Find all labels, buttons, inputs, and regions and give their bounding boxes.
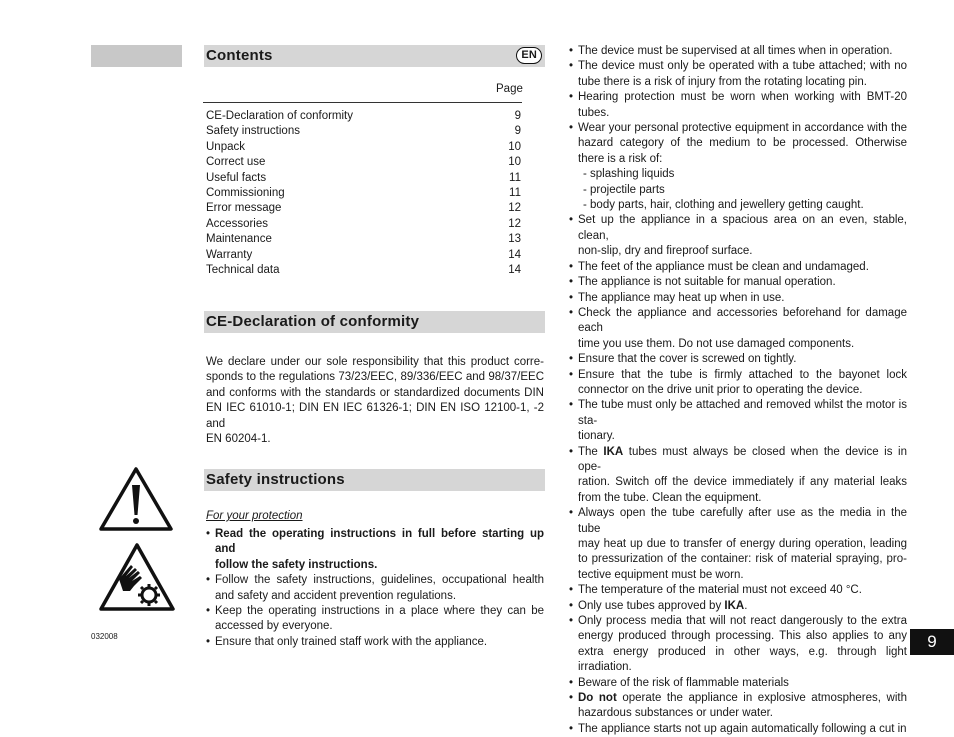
bullet-line: The appliance may heat up when in use. bbox=[578, 291, 785, 304]
bullet-line: Beware of the risk of flammable materials bbox=[578, 676, 789, 689]
bullet-line: and safety and accident prevention regulations. bbox=[215, 589, 457, 602]
toc-label: Safety instructions bbox=[206, 125, 300, 138]
bullet-line: hazardous substances or under water. bbox=[578, 707, 773, 720]
warning-triangle-icon bbox=[97, 465, 175, 533]
contents-divider bbox=[203, 102, 522, 103]
bullet-strong: Do not bbox=[578, 692, 617, 705]
bullet-line: there is a risk of: bbox=[578, 152, 663, 165]
bullet-line bbox=[578, 599, 907, 614]
bullet-line: from the tube. Clean the equipment. bbox=[578, 491, 762, 504]
bullet-dot: • bbox=[569, 291, 574, 304]
bullet-item bbox=[569, 368, 907, 399]
bullet-item bbox=[569, 691, 907, 722]
bullet-line: Ensure that the tube is firmly attached to the bayonet lock bbox=[578, 368, 907, 381]
toc-label: Commissioning bbox=[206, 187, 285, 199]
bullet-item bbox=[569, 44, 907, 59]
hazard-subitem: - splashing liquids bbox=[583, 168, 675, 181]
bullet-dot: • bbox=[206, 605, 211, 618]
toc-row bbox=[206, 171, 521, 186]
bullet-dot: • bbox=[569, 676, 574, 689]
bullet-item bbox=[206, 604, 544, 635]
bullet-item bbox=[206, 635, 544, 650]
bullet-dot: • bbox=[569, 692, 574, 705]
bullet-line: Hearing protection must be worn when working with BMT-20 tubes. bbox=[578, 91, 907, 119]
toc-row bbox=[206, 201, 521, 216]
toc-row bbox=[206, 232, 521, 247]
bullet-line: Always open the tube carefully after use as the media in the tube bbox=[578, 507, 907, 535]
hazard-subitem: - projectile parts bbox=[583, 183, 665, 196]
bullet-line: The appliance starts not up again automatically following a cut in bbox=[578, 722, 907, 735]
bullet-line: tube there is a risk of injury from the rotating locating pin. bbox=[578, 75, 867, 88]
toc-row bbox=[206, 263, 521, 278]
bullet-line: Ensure that only trained staff work with the appliance. bbox=[215, 635, 488, 648]
bullet-dot: • bbox=[569, 584, 574, 597]
bullet-text: tubes must always be closed when the device is in ope- bbox=[578, 445, 907, 473]
bullet-item bbox=[206, 573, 544, 604]
bullet-line: ration. Switch off the device immediately if any material leaks bbox=[578, 476, 907, 489]
bullet-dot: • bbox=[569, 507, 574, 520]
bullet-line: The temperature of the material must not exceed 40 °C. bbox=[578, 584, 862, 597]
toc-label: Error message bbox=[206, 202, 282, 215]
bullet-item bbox=[569, 59, 907, 90]
bullet-strong: IKA bbox=[724, 599, 745, 612]
toc-row bbox=[206, 248, 521, 263]
bullet-item bbox=[569, 676, 907, 691]
safety-left-list bbox=[206, 527, 544, 650]
bullet-dot: • bbox=[569, 353, 574, 366]
bullet-dot: • bbox=[206, 528, 211, 540]
bullet-dot: • bbox=[569, 445, 574, 458]
ce-line: and conforms with the standards or standardized documents DIN bbox=[206, 386, 544, 399]
safety-subtitle: For your protection bbox=[206, 510, 303, 522]
bullet-line: connector on the drive unit prior to operating the device. bbox=[578, 383, 863, 396]
bullet-strong: IKA bbox=[603, 445, 624, 458]
side-tab bbox=[91, 45, 182, 67]
ce-line: EN IEC 61010-1; DIN EN IEC 61326-1; DIN EN ISO 12100-1, -2 and bbox=[206, 402, 544, 430]
toc-label: Correct use bbox=[206, 156, 266, 169]
safety-heading bbox=[204, 469, 545, 491]
bullet-dot: • bbox=[569, 122, 574, 135]
bullet-line: The feet of the appliance must be clean and undamaged. bbox=[578, 260, 869, 273]
bullet-line: The device must be supervised at all times when in operation. bbox=[578, 45, 893, 57]
toc-label: Useful facts bbox=[206, 171, 267, 184]
hand-crush-hazard-icon bbox=[97, 541, 177, 613]
bullet-line: energy produced through processing. This also applies to any bbox=[578, 630, 907, 643]
toc-row bbox=[206, 109, 521, 124]
toc-page: 9 bbox=[514, 125, 521, 138]
bullet-line: Follow the safety instructions, guidelines, occupational health bbox=[215, 574, 544, 587]
toc-page: 10 bbox=[508, 156, 521, 169]
bullet-item bbox=[569, 599, 907, 614]
ce-line: sponds to the regulations 73/23/EEC, 89/336/EEC and 98/37/EEC bbox=[206, 371, 544, 384]
bullet-dot: • bbox=[569, 615, 574, 628]
bullet-dot: • bbox=[569, 306, 574, 319]
bullet-dot: • bbox=[206, 635, 211, 648]
toc-label: Technical data bbox=[206, 264, 280, 276]
bullet-dot: • bbox=[569, 368, 574, 381]
bullet-item bbox=[206, 527, 544, 573]
bullet-item bbox=[569, 121, 907, 167]
bullet-dot: • bbox=[569, 214, 574, 227]
bullet-line bbox=[578, 691, 907, 706]
bullet-dot: • bbox=[569, 91, 574, 104]
bullet-item bbox=[569, 213, 907, 259]
bullet-line: Ensure that the cover is screwed on tightly. bbox=[578, 353, 797, 366]
toc-page: 11 bbox=[509, 171, 521, 184]
bullet-text: operate the appliance in explosive atmospheres, with bbox=[616, 692, 908, 705]
bullet-line: Keep the operating instructions in a place where they can be bbox=[215, 605, 544, 618]
bullet-line: time you use them. Do not use damaged components. bbox=[578, 337, 855, 350]
bullet-text: The bbox=[578, 445, 604, 458]
bullet-line: The tube must only be attached and removed whilst the motor is sta- bbox=[578, 399, 907, 427]
bullet-line: Read the operating instructions in full before starting up and bbox=[215, 528, 544, 556]
page-number: 9 bbox=[910, 629, 954, 655]
bullet-item bbox=[569, 260, 907, 275]
bullet-line: extra energy produced in other ways, e.g. through light irradiation. bbox=[578, 645, 907, 674]
toc-page: 12 bbox=[508, 202, 521, 215]
bullet-dot: • bbox=[569, 60, 574, 73]
bullet-dot: • bbox=[569, 722, 574, 735]
toc-label: Maintenance bbox=[206, 233, 272, 246]
bullet-line: hazard category of the medium to be processed. Otherwise bbox=[578, 137, 907, 150]
bullet-dot: • bbox=[569, 599, 574, 612]
toc-page: 12 bbox=[508, 217, 521, 230]
document-code: 032008 bbox=[91, 632, 118, 641]
bullet-line: may heat up due to transfer of energy during operation, leading bbox=[578, 538, 907, 550]
bullet-item bbox=[569, 614, 907, 676]
bullet-dot: • bbox=[569, 399, 574, 412]
bullet-item bbox=[569, 275, 907, 290]
bullet-line: Only process media that will not react dangerously to the extra bbox=[578, 615, 907, 628]
toc-page: 13 bbox=[508, 233, 521, 246]
ce-title: CE-Declaration of conformity bbox=[206, 313, 420, 330]
toc-page: 10 bbox=[508, 140, 521, 153]
ce-declaration-text bbox=[206, 355, 544, 447]
contents-title: Contents bbox=[206, 47, 273, 64]
bullet-item bbox=[569, 306, 907, 352]
toc-row bbox=[206, 140, 521, 155]
bullet-dot: • bbox=[206, 574, 211, 587]
bullet-text: . bbox=[744, 599, 748, 612]
bullet-line: The appliance is not suitable for manual operation. bbox=[578, 276, 836, 289]
toc-page: 11 bbox=[509, 187, 521, 199]
toc-label: CE-Declaration of conformity bbox=[206, 110, 353, 122]
bullet-line: tionary. bbox=[578, 430, 615, 443]
bullet-line: Set up the appliance in a spacious area on an even, stable, clean, bbox=[578, 214, 907, 242]
bullet-line: to pressurization of the container: risk of material spraying, pro- bbox=[578, 553, 907, 566]
bullet-line: follow the safety instructions. bbox=[215, 558, 378, 571]
bullet-line: Check the appliance and accessories beforehand for damage each bbox=[578, 306, 907, 335]
bullet-dot: • bbox=[569, 276, 574, 289]
bullet-line: The device must only be operated with a tube attached; with no bbox=[578, 60, 907, 73]
toc-row bbox=[206, 155, 521, 170]
bullet-item bbox=[569, 583, 907, 598]
toc-label: Unpack bbox=[206, 140, 245, 153]
bullet-line: tective equipment must be worn. bbox=[578, 568, 744, 581]
toc-page: 14 bbox=[508, 264, 521, 276]
language-badge: EN bbox=[516, 47, 542, 64]
bullet-line: Wear your personal protective equipment in accordance with the bbox=[578, 122, 907, 135]
bullet-dot: • bbox=[569, 260, 574, 273]
toc-row bbox=[206, 124, 521, 139]
toc-row bbox=[206, 186, 521, 201]
bullet-dot: • bbox=[569, 45, 574, 57]
ce-line: EN 60204-1. bbox=[206, 433, 271, 446]
toc-label: Warranty bbox=[206, 248, 253, 261]
toc-row bbox=[206, 217, 521, 232]
toc-label: Accessories bbox=[206, 217, 268, 230]
ce-heading bbox=[204, 311, 545, 333]
bullet-line: non-slip, dry and fireproof surface. bbox=[578, 245, 753, 258]
safety-title: Safety instructions bbox=[206, 471, 345, 488]
ce-line: We declare under our sole responsibility that this product corre- bbox=[206, 356, 544, 368]
safety-right-list bbox=[569, 44, 907, 737]
bullet-item bbox=[569, 398, 907, 444]
bullet-item bbox=[569, 506, 907, 583]
page-column-header: Page bbox=[496, 83, 523, 95]
bullet-text: Only use tubes approved by bbox=[578, 599, 725, 612]
toc-page: 9 bbox=[514, 110, 521, 122]
bullet-item bbox=[569, 90, 907, 121]
contents-heading bbox=[204, 45, 545, 67]
hazard-subitem: - body parts, hair, clothing and jewellery getting caught. bbox=[583, 199, 864, 212]
bullet-line: accessed by everyone. bbox=[215, 620, 333, 633]
bullet-item bbox=[569, 722, 907, 737]
bullet-item bbox=[569, 445, 907, 507]
bullet-item bbox=[569, 352, 907, 367]
bullet-line bbox=[578, 445, 907, 476]
toc-page: 14 bbox=[508, 248, 521, 261]
bullet-item bbox=[569, 291, 907, 306]
